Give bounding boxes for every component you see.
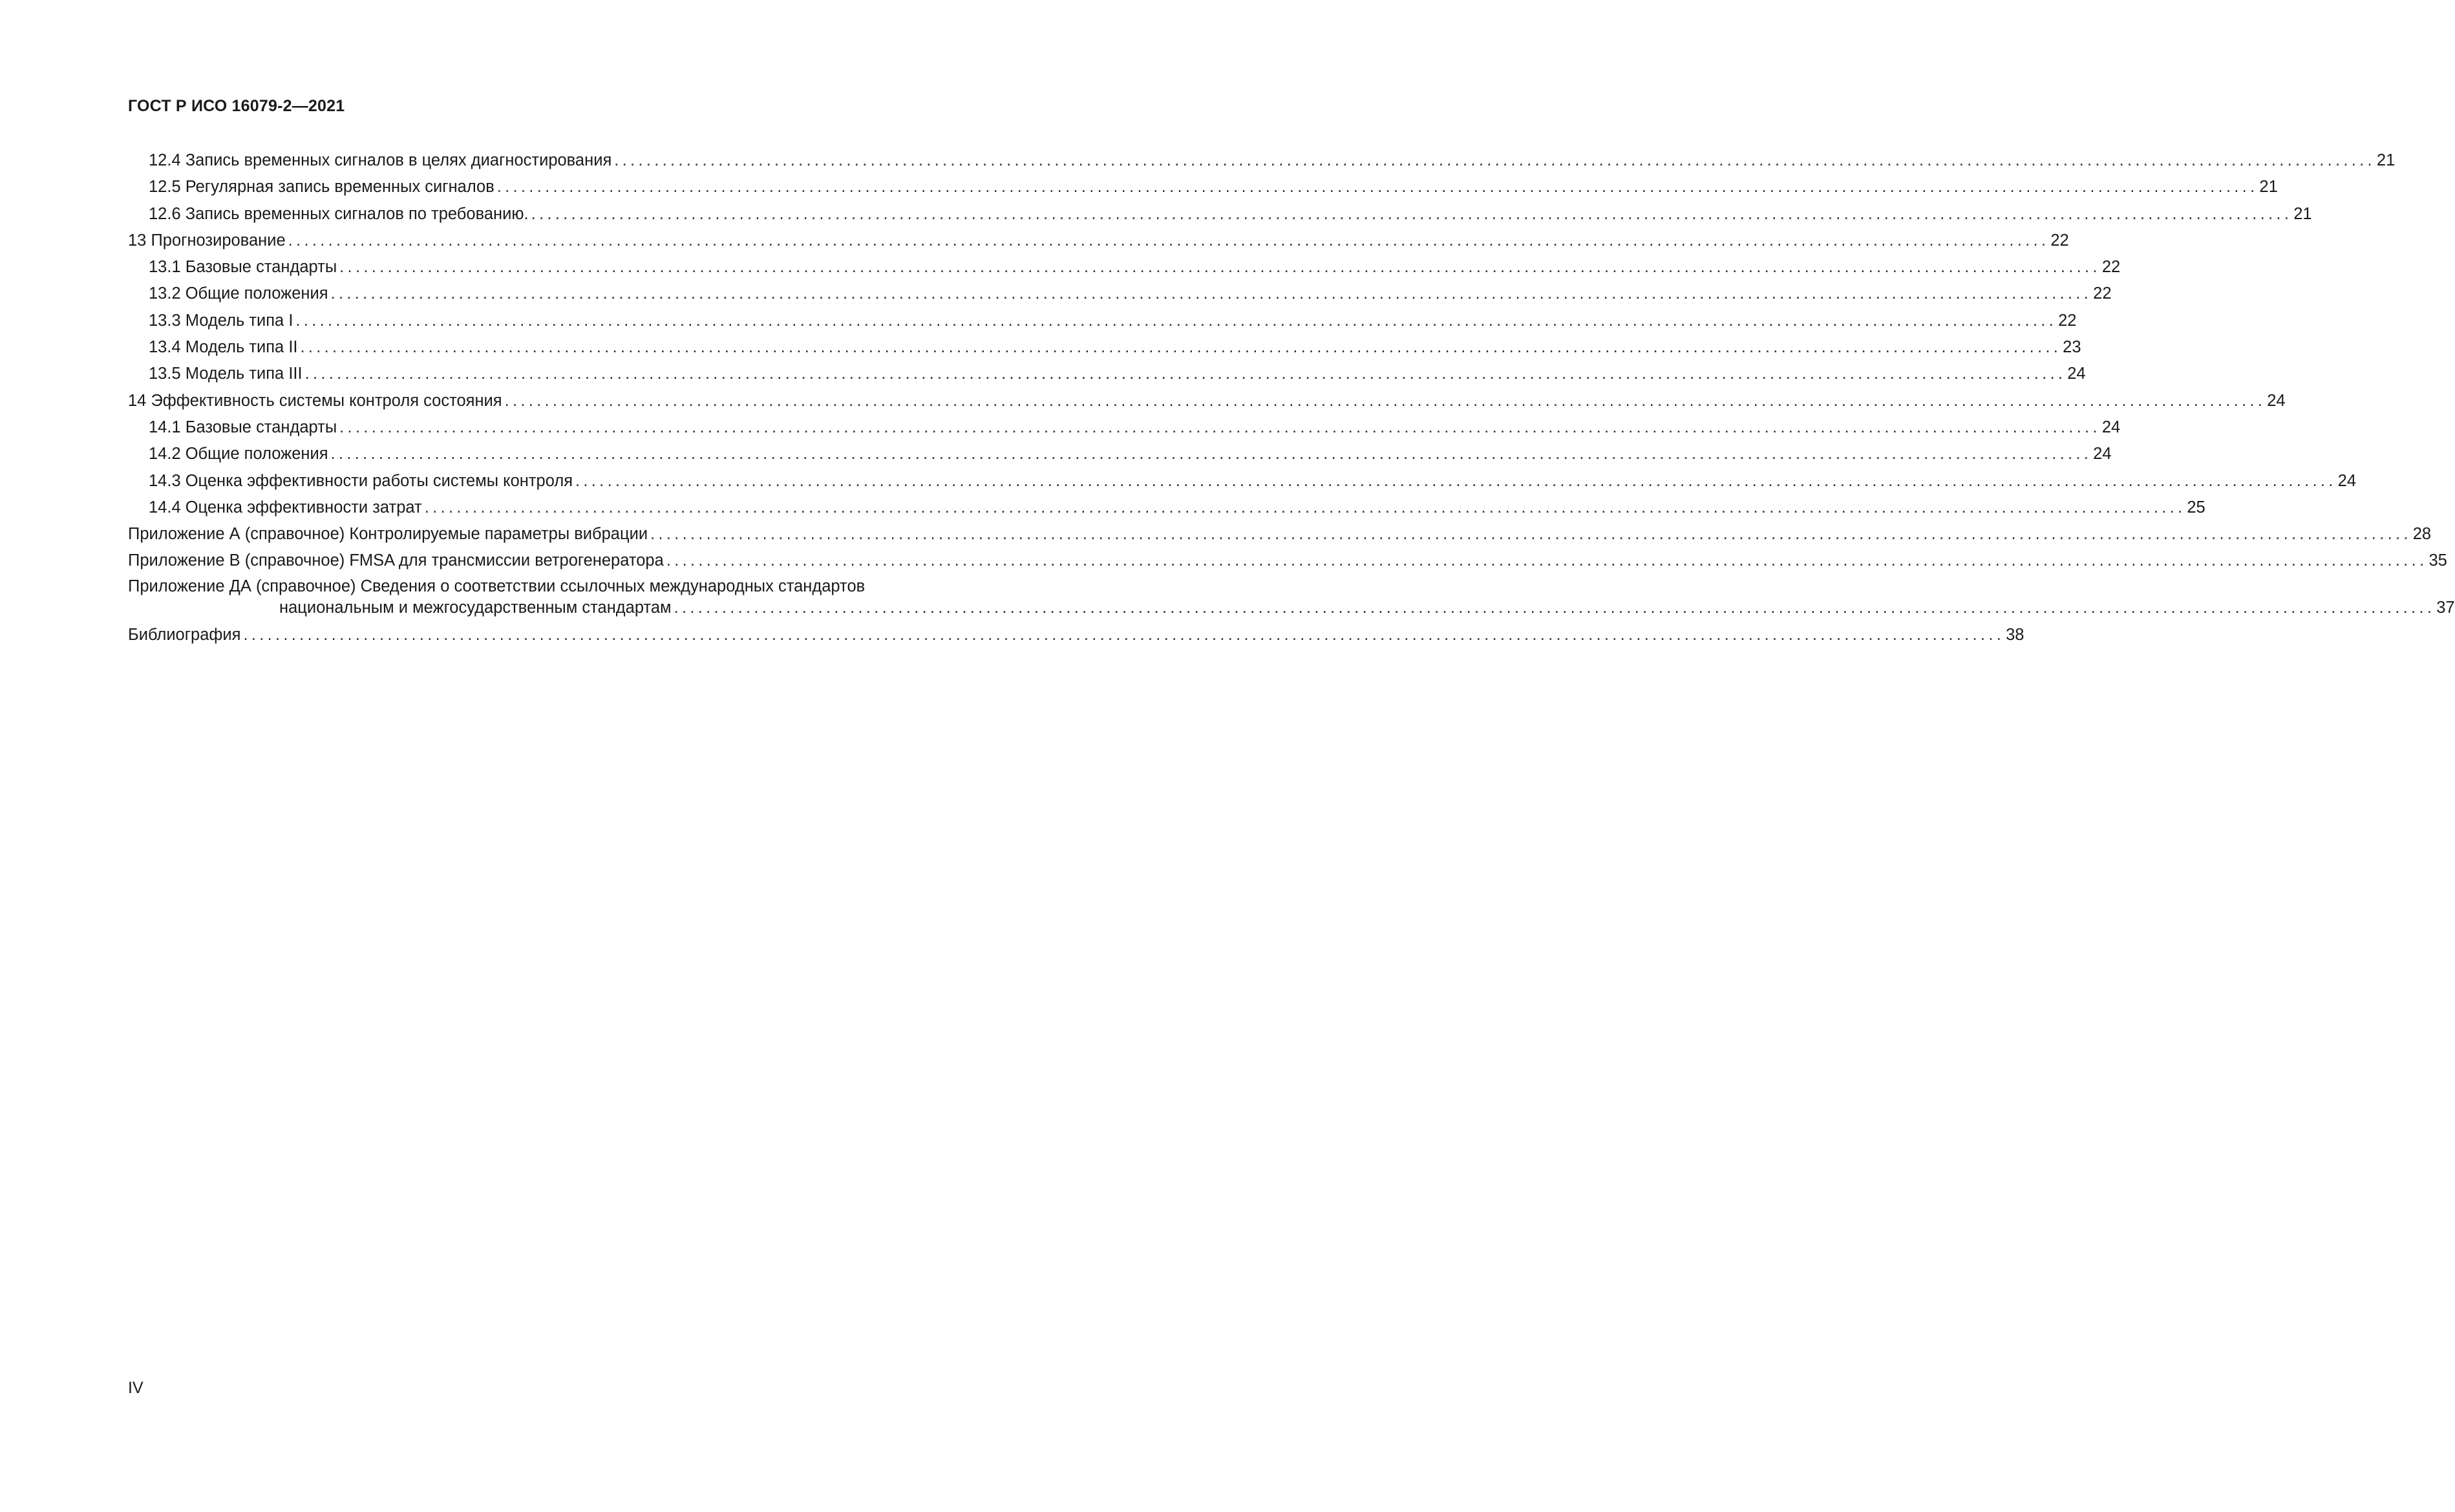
toc-entry-page: 28 [2412,525,2432,544]
toc-entry[interactable] [128,468,2357,495]
toc-entry-page: 38 [2006,625,2025,644]
toc-leader-dots: ............................................................................................................................................................................................................................ [666,551,2428,570]
toc-entry[interactable] [128,201,2312,228]
toc-entry-page: 35 [2428,551,2447,570]
toc-entry[interactable] [128,228,2069,254]
toc-entry-label: 12.4 Запись временных сигналов в целях диагностирования [149,151,612,169]
toc-leader-dots: ............................................................................................................................................................................................................................ [504,391,2266,410]
toc-leader-dots: ............................................................................................................................................................................................................................ [330,445,2092,463]
toc-entry[interactable] [128,254,2121,281]
toc-entry-label: Приложение ДА (справочное) Сведения о соответствии ссылочных международных стандартов [128,577,866,595]
toc-entry[interactable] [128,622,2025,648]
toc-entry[interactable] [128,575,2455,622]
toc-entry[interactable] [128,281,2112,307]
toc-entry-page: 22 [2058,311,2077,330]
toc-leader-dots: ............................................................................................................................................................................................................................ [339,418,2101,436]
toc-entry-label: 12.6 Запись временных сигналов по требованию. [149,204,529,223]
toc-entry[interactable] [128,361,2086,387]
table-of-contents [128,147,2455,648]
toc-entry-page: 21 [2376,151,2396,169]
toc-entry-label: 13.5 Модель типа III [149,365,303,383]
toc-entry-label: 14.4 Оценка эффективности затрат [149,498,422,516]
toc-entry-label-continuation: национальным и межгосударственным стандартам [279,598,672,617]
toc-entry-label: 12.5 Регулярная запись временных сигналов [149,178,494,197]
toc-entry-page: 24 [2067,365,2086,383]
toc-entry[interactable] [128,414,2121,441]
toc-entry[interactable] [128,441,2112,467]
toc-entry-label: 13 Прогнозирование [128,231,286,250]
toc-entry[interactable] [128,388,2286,414]
toc-leader-dots: ............................................................................................................................................................................................................................ [300,338,2062,357]
toc-entry-page: 22 [2093,284,2112,303]
toc-entry-label: 14.3 Оценка эффективности работы системы контроля [149,471,573,490]
toc-entry-page: 21 [2293,204,2312,223]
toc-entry-page: 25 [2187,498,2205,516]
toc-entry-label: 14.1 Базовые стандарты [149,418,337,436]
toc-entry-label: Библиография [128,625,241,644]
toc-entry-label: 13.3 Модель типа I [149,311,293,330]
toc-entry-page: 24 [2093,445,2112,463]
toc-leader-dots: ............................................................................................................................................................................................................................ [575,471,2337,490]
toc-leader-dots: ............................................................................................................................................................................................................................ [424,498,2186,516]
toc-entry[interactable] [128,521,2432,548]
toc-leader-dots: ............................................................................................................................................................................................................................ [614,151,2375,169]
toc-entry-page: 24 [2267,391,2286,410]
toc-entry[interactable] [128,147,2396,174]
toc-entry-label: 14 Эффективность системы контроля состояния [128,391,502,410]
toc-entry-page: 21 [2259,178,2278,197]
toc-leader-dots: ............................................................................................................................................................................................................................ [674,598,2436,617]
toc-entry-label: Приложение В (справочное) FMSA для трансмиссии ветрогенератора [128,551,664,570]
toc-entry[interactable] [128,174,2278,200]
toc-entry-page: 24 [2337,471,2357,490]
toc-leader-dots: ............................................................................................................................................................................................................................ [496,178,2258,197]
toc-entry-label: 13.2 Общие положения [149,284,328,303]
toc-entry-page: 22 [2050,231,2069,250]
toc-entry-label: 13.4 Модель типа II [149,338,298,357]
toc-entry-label: 13.1 Базовые стандарты [149,258,337,277]
toc-entry-label: 14.2 Общие положения [149,445,328,463]
toc-entry-page: 23 [2063,338,2081,357]
toc-entry[interactable] [128,334,2081,361]
toc-leader-dots: ............................................................................................................................................................................................................................ [304,365,2067,383]
toc-leader-dots: ............................................................................................................................................................................................................................ [243,625,2005,644]
toc-leader-dots: ............................................................................................................................................................................................................................ [339,258,2101,277]
toc-entry[interactable] [128,308,2077,334]
toc-entry-page: 22 [2101,258,2121,277]
document-header: ГОСТ Р ИСО 16079-2—2021 [128,97,345,115]
toc-leader-dots: ............................................................................................................................................................................................................................ [295,311,2057,330]
toc-entry[interactable] [128,548,2447,574]
toc-entry-label: Приложение А (справочное) Контролируемые параметры вибрации [128,525,648,544]
toc-entry-page: 37 [2436,598,2455,617]
toc-entry-page: 24 [2101,418,2121,436]
toc-leader-dots: ............................................................................................................................................................................................................................ [288,231,2050,250]
page-number: IV [128,1379,143,1397]
toc-leader-dots: ............................................................................................................................................................................................................................ [330,284,2092,303]
toc-leader-dots: ............................................................................................................................................................................................................................ [650,525,2412,544]
toc-entry[interactable] [128,495,2205,521]
toc-leader-dots: ............................................................................................................................................................................................................................ [531,204,2293,223]
